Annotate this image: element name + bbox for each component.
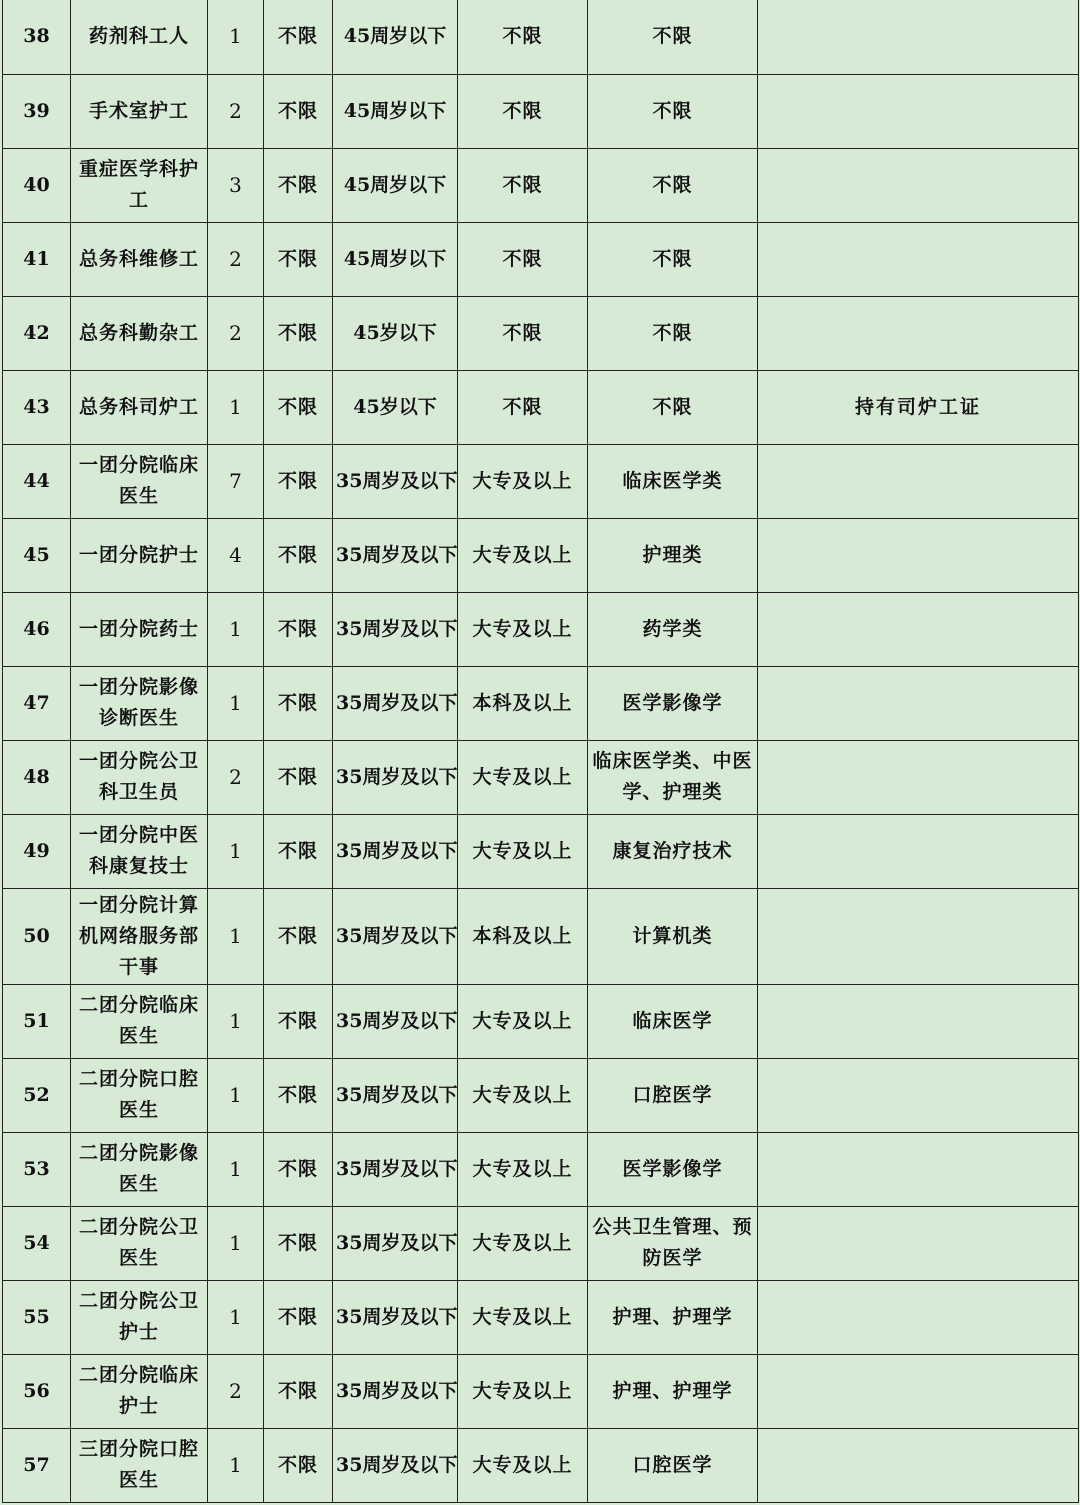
cell-number: 44 <box>3 444 71 518</box>
cell-note <box>758 666 1079 740</box>
cell-gender: 不限 <box>264 1058 333 1132</box>
cell-major: 不限 <box>588 296 758 370</box>
cell-gender: 不限 <box>264 74 333 148</box>
cell-age: 35周岁及以下 <box>333 444 458 518</box>
recruitment-table <box>2 0 1079 1503</box>
table-row <box>3 740 1079 814</box>
cell-number: 55 <box>3 1280 71 1354</box>
cell-major: 计算机类 <box>588 888 758 984</box>
cell-headcount: 2 <box>208 1354 264 1428</box>
table-row <box>3 1058 1079 1132</box>
cell-number: 50 <box>3 888 71 984</box>
cell-number: 39 <box>3 74 71 148</box>
cell-headcount: 2 <box>208 74 264 148</box>
cell-major: 护理、护理学 <box>588 1280 758 1354</box>
cell-age: 35周岁及以下 <box>333 984 458 1058</box>
cell-major: 护理、护理学 <box>588 1354 758 1428</box>
cell-age: 45周岁以下 <box>333 0 458 74</box>
cell-age: 35周岁及以下 <box>333 666 458 740</box>
cell-position: 一团分院药士 <box>71 592 208 666</box>
cell-age: 35周岁及以下 <box>333 740 458 814</box>
cell-headcount: 1 <box>208 1428 264 1502</box>
cell-number: 57 <box>3 1428 71 1502</box>
table-row <box>3 370 1079 444</box>
cell-gender: 不限 <box>264 1428 333 1502</box>
table-row <box>3 1428 1079 1502</box>
cell-headcount: 1 <box>208 666 264 740</box>
cell-position: 手术室护工 <box>71 74 208 148</box>
cell-position: 一团分院中医科康复技士 <box>71 814 208 888</box>
cell-education: 大专及以上 <box>458 518 588 592</box>
cell-position: 三团分院口腔医生 <box>71 1428 208 1502</box>
cell-number: 40 <box>3 148 71 222</box>
table-row <box>3 444 1079 518</box>
cell-gender: 不限 <box>264 814 333 888</box>
cell-age: 45岁以下 <box>333 296 458 370</box>
cell-number: 52 <box>3 1058 71 1132</box>
cell-education: 大专及以上 <box>458 444 588 518</box>
cell-gender: 不限 <box>264 984 333 1058</box>
cell-education: 本科及以上 <box>458 888 588 984</box>
table-row <box>3 222 1079 296</box>
cell-major: 不限 <box>588 370 758 444</box>
cell-headcount: 1 <box>208 0 264 74</box>
cell-major: 临床医学类、中医学、护理类 <box>588 740 758 814</box>
cell-age: 35周岁及以下 <box>333 592 458 666</box>
table-row <box>3 74 1079 148</box>
cell-gender: 不限 <box>264 1354 333 1428</box>
cell-age: 35周岁及以下 <box>333 1206 458 1280</box>
cell-education: 大专及以上 <box>458 814 588 888</box>
cell-note <box>758 74 1079 148</box>
cell-position: 二团分院口腔医生 <box>71 1058 208 1132</box>
cell-number: 49 <box>3 814 71 888</box>
cell-education: 大专及以上 <box>458 984 588 1058</box>
cell-position: 一团分院计算机网络服务部干事 <box>71 888 208 984</box>
cell-position: 二团分院临床护士 <box>71 1354 208 1428</box>
cell-major: 医学影像学 <box>588 1132 758 1206</box>
table-row <box>3 296 1079 370</box>
cell-headcount: 1 <box>208 592 264 666</box>
cell-position: 二团分院影像医生 <box>71 1132 208 1206</box>
cell-headcount: 2 <box>208 296 264 370</box>
cell-position: 药剂科工人 <box>71 0 208 74</box>
table-row <box>3 814 1079 888</box>
table-row <box>3 1132 1079 1206</box>
cell-age: 45周岁以下 <box>333 74 458 148</box>
cell-note <box>758 518 1079 592</box>
cell-age: 45周岁以下 <box>333 222 458 296</box>
cell-number: 51 <box>3 984 71 1058</box>
table-row <box>3 1280 1079 1354</box>
cell-number: 47 <box>3 666 71 740</box>
cell-headcount: 1 <box>208 1132 264 1206</box>
cell-gender: 不限 <box>264 370 333 444</box>
cell-headcount: 1 <box>208 1206 264 1280</box>
cell-note <box>758 0 1079 74</box>
cell-note <box>758 740 1079 814</box>
cell-gender: 不限 <box>264 0 333 74</box>
cell-major: 临床医学类 <box>588 444 758 518</box>
cell-number: 42 <box>3 296 71 370</box>
cell-gender: 不限 <box>264 740 333 814</box>
cell-major: 医学影像学 <box>588 666 758 740</box>
cell-major: 不限 <box>588 222 758 296</box>
cell-education: 大专及以上 <box>458 1206 588 1280</box>
cell-note <box>758 1354 1079 1428</box>
cell-headcount: 7 <box>208 444 264 518</box>
cell-gender: 不限 <box>264 592 333 666</box>
cell-number: 43 <box>3 370 71 444</box>
cell-gender: 不限 <box>264 1280 333 1354</box>
cell-gender: 不限 <box>264 666 333 740</box>
cell-education: 大专及以上 <box>458 740 588 814</box>
cell-age: 45岁以下 <box>333 370 458 444</box>
cell-major: 临床医学 <box>588 984 758 1058</box>
cell-headcount: 2 <box>208 740 264 814</box>
cell-gender: 不限 <box>264 1206 333 1280</box>
cell-note <box>758 1132 1079 1206</box>
table-row <box>3 888 1079 984</box>
cell-education: 不限 <box>458 74 588 148</box>
cell-gender: 不限 <box>264 444 333 518</box>
cell-education: 本科及以上 <box>458 666 588 740</box>
cell-position: 一团分院临床医生 <box>71 444 208 518</box>
cell-position: 总务科维修工 <box>71 222 208 296</box>
cell-note <box>758 444 1079 518</box>
cell-education: 不限 <box>458 370 588 444</box>
cell-number: 46 <box>3 592 71 666</box>
cell-note <box>758 1206 1079 1280</box>
cell-headcount: 2 <box>208 222 264 296</box>
recruitment-table-container <box>2 0 1079 1503</box>
cell-age: 35周岁及以下 <box>333 1058 458 1132</box>
cell-note <box>758 148 1079 222</box>
cell-number: 48 <box>3 740 71 814</box>
cell-education: 大专及以上 <box>458 592 588 666</box>
cell-position: 重症医学科护工 <box>71 148 208 222</box>
table-row <box>3 148 1079 222</box>
cell-headcount: 1 <box>208 814 264 888</box>
cell-headcount: 1 <box>208 1058 264 1132</box>
cell-gender: 不限 <box>264 888 333 984</box>
cell-note <box>758 984 1079 1058</box>
cell-headcount: 1 <box>208 984 264 1058</box>
cell-headcount: 3 <box>208 148 264 222</box>
cell-age: 45周岁以下 <box>333 148 458 222</box>
cell-age: 35周岁及以下 <box>333 1280 458 1354</box>
cell-education: 大专及以上 <box>458 1428 588 1502</box>
table-row <box>3 518 1079 592</box>
cell-headcount: 1 <box>208 888 264 984</box>
cell-major: 康复治疗技术 <box>588 814 758 888</box>
cell-gender: 不限 <box>264 518 333 592</box>
cell-gender: 不限 <box>264 148 333 222</box>
cell-number: 56 <box>3 1354 71 1428</box>
cell-position: 总务科勤杂工 <box>71 296 208 370</box>
cell-number: 53 <box>3 1132 71 1206</box>
cell-note <box>758 814 1079 888</box>
cell-position: 一团分院公卫科卫生员 <box>71 740 208 814</box>
table-row <box>3 1206 1079 1280</box>
cell-age: 35周岁及以下 <box>333 1132 458 1206</box>
cell-headcount: 1 <box>208 1280 264 1354</box>
cell-headcount: 4 <box>208 518 264 592</box>
cell-education: 大专及以上 <box>458 1280 588 1354</box>
cell-note <box>758 1058 1079 1132</box>
cell-number: 38 <box>3 0 71 74</box>
cell-note <box>758 222 1079 296</box>
table-row <box>3 666 1079 740</box>
cell-education: 不限 <box>458 0 588 74</box>
cell-note <box>758 296 1079 370</box>
cell-headcount: 1 <box>208 370 264 444</box>
cell-note <box>758 1428 1079 1502</box>
cell-number: 45 <box>3 518 71 592</box>
cell-note <box>758 888 1079 984</box>
cell-note: 持有司炉工证 <box>758 370 1079 444</box>
cell-education: 不限 <box>458 222 588 296</box>
cell-position: 二团分院公卫医生 <box>71 1206 208 1280</box>
cell-position: 二团分院公卫护士 <box>71 1280 208 1354</box>
cell-position: 二团分院临床医生 <box>71 984 208 1058</box>
table-row <box>3 0 1079 74</box>
cell-note <box>758 592 1079 666</box>
cell-number: 41 <box>3 222 71 296</box>
cell-education: 大专及以上 <box>458 1058 588 1132</box>
table-row <box>3 1354 1079 1428</box>
cell-gender: 不限 <box>264 296 333 370</box>
cell-age: 35周岁及以下 <box>333 888 458 984</box>
cell-education: 大专及以上 <box>458 1354 588 1428</box>
cell-major: 口腔医学 <box>588 1428 758 1502</box>
cell-major: 口腔医学 <box>588 1058 758 1132</box>
cell-age: 35周岁及以下 <box>333 814 458 888</box>
table-body <box>3 0 1079 1502</box>
cell-major: 不限 <box>588 0 758 74</box>
table-row <box>3 592 1079 666</box>
cell-age: 35周岁及以下 <box>333 518 458 592</box>
cell-gender: 不限 <box>264 1132 333 1206</box>
cell-major: 不限 <box>588 74 758 148</box>
cell-education: 不限 <box>458 148 588 222</box>
cell-education: 不限 <box>458 296 588 370</box>
cell-major: 公共卫生管理、预防医学 <box>588 1206 758 1280</box>
cell-position: 总务科司炉工 <box>71 370 208 444</box>
cell-position: 一团分院护士 <box>71 518 208 592</box>
cell-note <box>758 1280 1079 1354</box>
cell-gender: 不限 <box>264 222 333 296</box>
cell-major: 不限 <box>588 148 758 222</box>
cell-major: 药学类 <box>588 592 758 666</box>
cell-position: 一团分院影像诊断医生 <box>71 666 208 740</box>
cell-age: 35周岁及以下 <box>333 1428 458 1502</box>
table-row <box>3 984 1079 1058</box>
cell-number: 54 <box>3 1206 71 1280</box>
cell-education: 大专及以上 <box>458 1132 588 1206</box>
cell-age: 35周岁及以下 <box>333 1354 458 1428</box>
cell-major: 护理类 <box>588 518 758 592</box>
